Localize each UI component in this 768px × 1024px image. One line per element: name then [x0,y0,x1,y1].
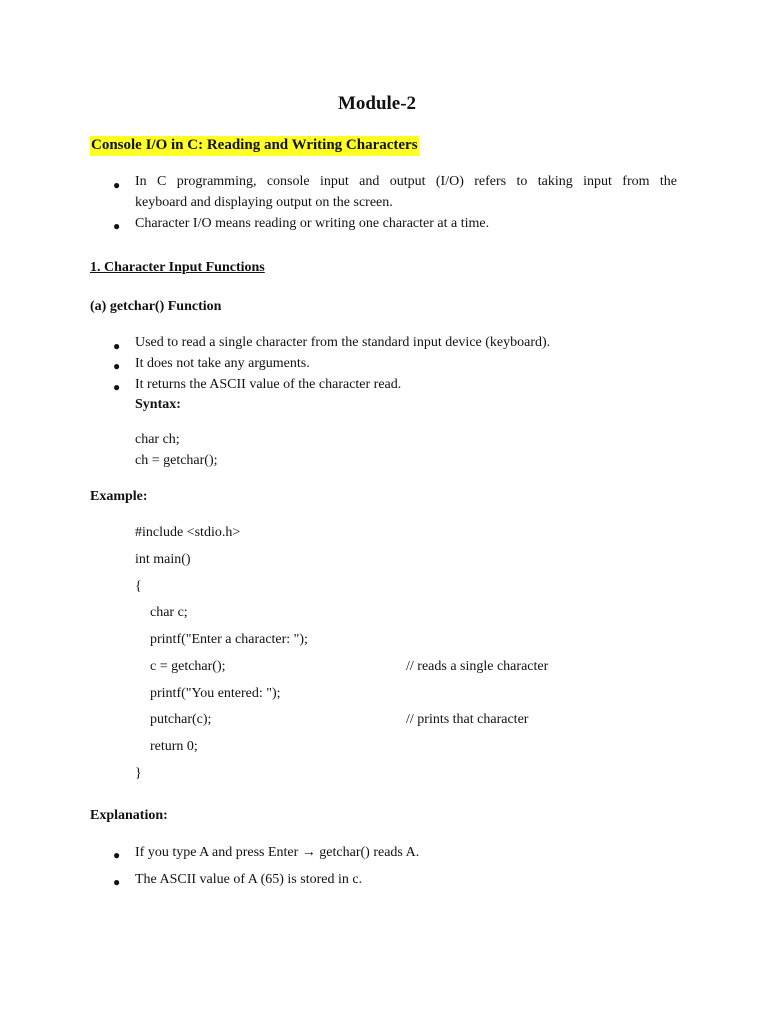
code-comment: // prints that character [406,712,529,727]
bullet-icon: ● [113,848,121,862]
example-label: Example: [90,489,148,504]
bullet-icon: ● [113,359,121,373]
bullet-icon: ● [113,178,121,192]
explanation-label: Explanation: [90,808,168,823]
subsection-heading: (a) getchar() Function [90,299,222,314]
code-line: putchar(c); [150,712,212,727]
code-line: { [135,579,142,594]
bullet-icon: ● [113,219,121,233]
syntax-label: Syntax: [135,397,181,412]
explanation-bullet-1: If you type A and press Enter → getchar() reads A. [135,845,420,860]
intro-bullet-2: Character I/O means reading or writing one character at a time. [135,216,490,231]
bullet-icon: ● [113,380,121,394]
section-heading: 1. Character Input Functions [90,260,265,275]
intro-bullet-1-line-2: keyboard and displaying output on the screen. [135,195,393,210]
code-line: #include <stdio.h> [135,525,241,540]
code-line: } [135,766,142,781]
code-line: printf("Enter a character: "); [150,632,308,647]
code-line: return 0; [150,739,198,754]
getchar-bullet-1: Used to read a single character from the standard input device (keyboard). [135,335,551,350]
intro-bullet-1-line-1: In C programming, console input and output (I/O) refers to taking input from the [135,174,677,189]
highlighted-heading: Console I/O in C: Reading and Writing Characters [90,136,419,156]
code-line: char c; [150,605,188,620]
bullet-icon: ● [113,875,121,889]
getchar-bullet-3: It returns the ASCII value of the character read. [135,377,402,392]
code-line: printf("You entered: "); [150,686,281,701]
bullet-icon: ● [113,339,121,353]
syntax-line-2: ch = getchar(); [135,453,218,468]
code-comment: // reads a single character [406,659,549,674]
getchar-bullet-2: It does not take any arguments. [135,356,310,371]
code-line: c = getchar(); [150,659,226,674]
page-title: Module-2 [337,93,417,114]
syntax-line-1: char ch; [135,432,180,447]
explanation-bullet-2: The ASCII value of A (65) is stored in c. [135,872,363,887]
code-line: int main() [135,552,191,567]
